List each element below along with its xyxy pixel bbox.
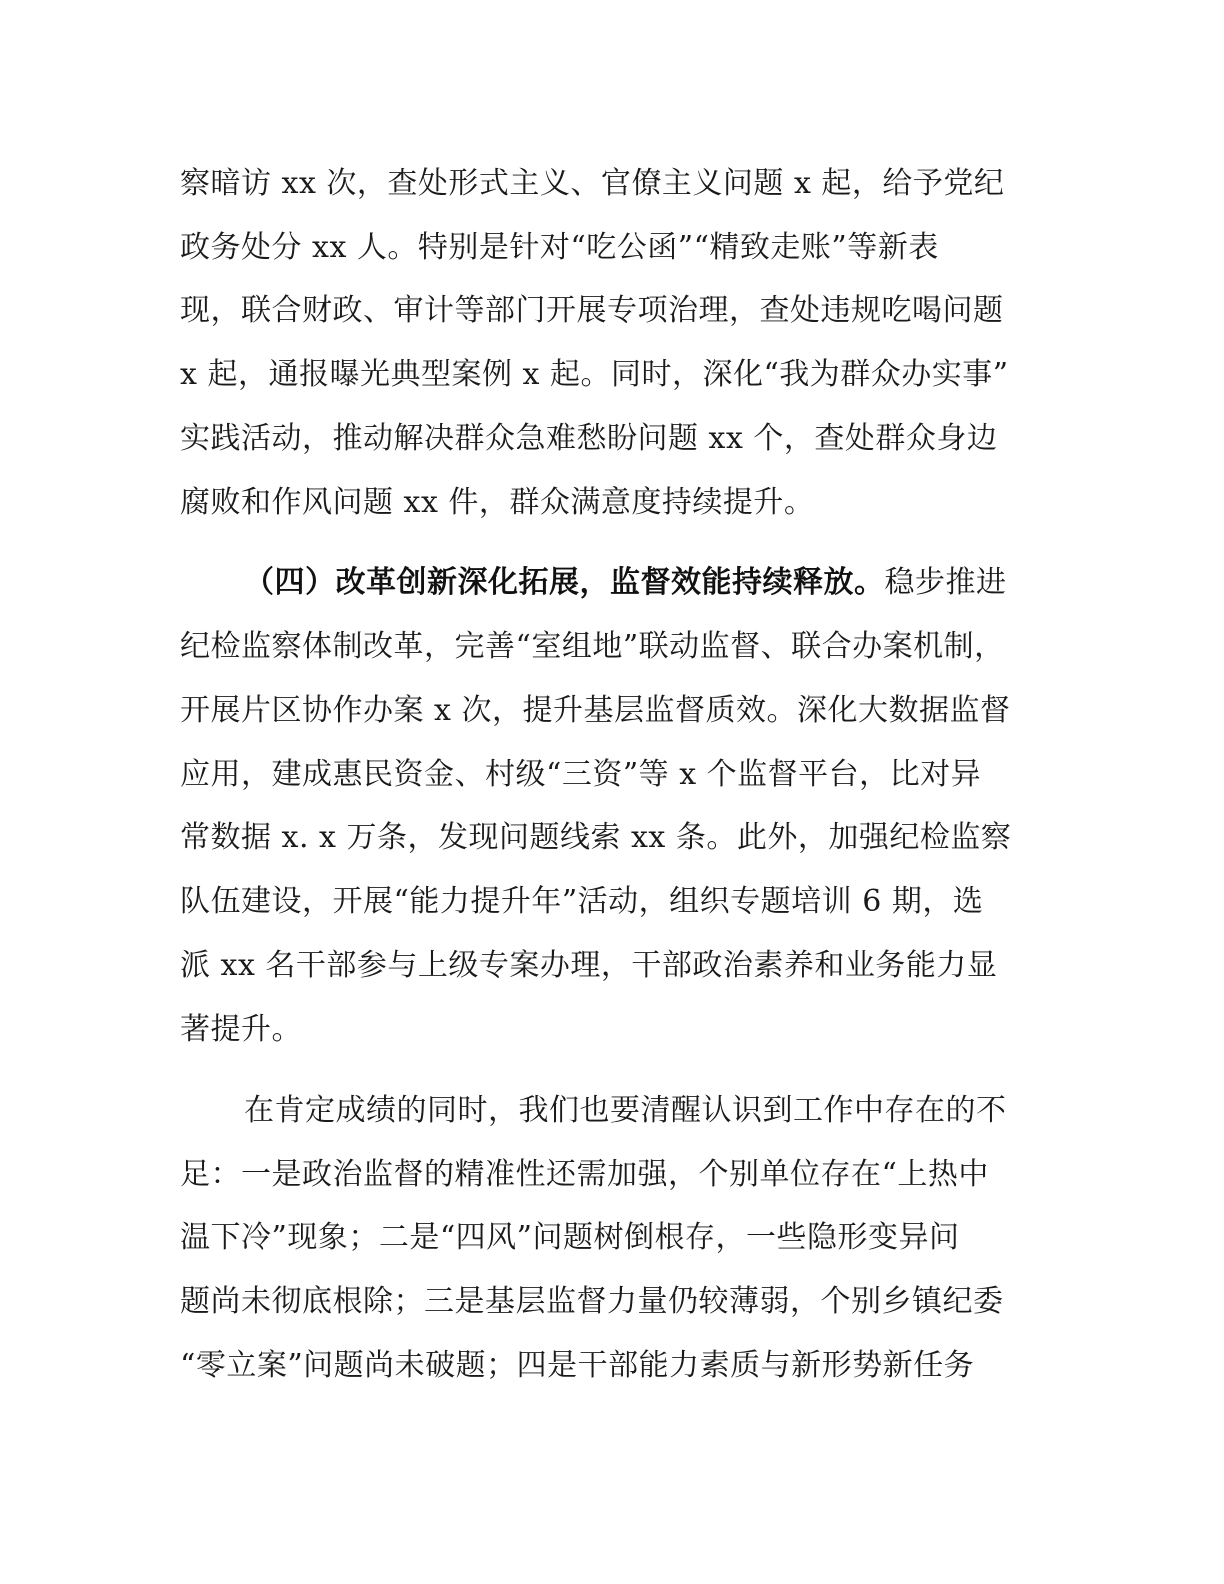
text-line: 题尚未彻底根除；三是基层监督力量仍较薄弱，个别乡镇纪委 (180, 1284, 1004, 1319)
text-line: 腐败和作风问题 xx 件，群众满意度持续提升。 (180, 485, 815, 520)
text-line: 开展片区协作办案 x 次，提升基层监督质效。深化大数据监督 (180, 693, 1011, 728)
section-heading: （四）改革创新深化拓展，监督效能持续释放。 (244, 565, 885, 600)
text-line: 察暗访 xx 次，查处形式主义、官僚主义问题 x 起，给予党纪 (180, 166, 1005, 201)
text-line: 在肯定成绩的同时，我们也要清醒认识到工作中存在的不 (244, 1093, 1007, 1128)
text-line: 现，联合财政、审计等部门开展专项治理，查处违规吃喝问题 (180, 293, 1004, 328)
text-line: 应用，建成惠民资金、村级“三资”等 x 个监督平台，比对异 (180, 757, 982, 792)
text-line: “零立案”问题尚未破题；四是干部能力素质与新形势新任务 (180, 1348, 975, 1383)
heading-continuation: 稳步推进 (884, 565, 1007, 600)
text-line: 温下冷”现象；二是“四风”问题树倒根存，一些隐形变异问 (180, 1220, 960, 1255)
text-line: x 起，通报曝光典型案例 x 起。同时，深化“我为群众办实事” (180, 357, 1009, 392)
text-line: 队伍建设，开展“能力提升年”活动，组织专题培训 6 期，选 (180, 884, 984, 919)
text-line: 著提升。 (180, 1012, 302, 1047)
text-line (244, 565, 1007, 601)
text-line: 派 xx 名干部参与上级专案办理，干部政治素养和业务能力显 (180, 948, 998, 983)
text-line: 纪检监察体制改革，完善“室组地”联动监督、联合办案机制， (180, 629, 1005, 664)
text-line: 常数据 x. x 万条，发现问题线索 xx 条。此外，加强纪检监察 (180, 820, 1012, 855)
text-line: 足：一是政治监督的精准性还需加强，个别单位存在“上热中 (180, 1157, 989, 1192)
text-line: 政务处分 xx 人。特别是针对“吃公函”“精致走账”等新表 (180, 230, 939, 265)
text-line: 实践活动，推动解决群众急难愁盼问题 xx 个，查处群众身边 (180, 421, 998, 456)
